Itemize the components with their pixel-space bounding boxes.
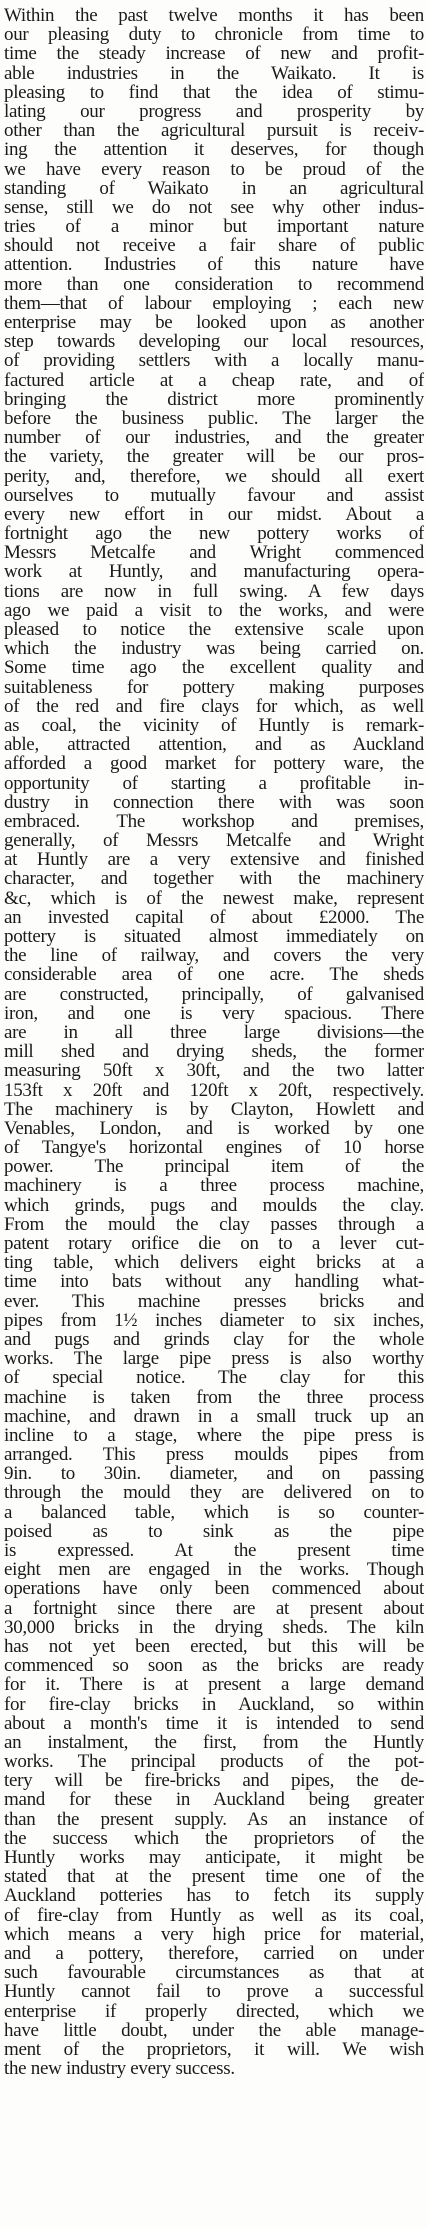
article-line: the line of railway, and covers the very (4, 946, 424, 966)
article-line: step towards developing our local resources, (4, 332, 424, 352)
article-line: Some time ago the excellent quality and (4, 658, 424, 678)
article-line: ourselves to mutually favour and assist (4, 485, 424, 505)
article-line: commenced so soon as the bricks are ready (4, 1656, 424, 1676)
article-line: iron, and one is very spacious. There (4, 1003, 424, 1023)
article-line: Huntly works may anticipate, it might be (4, 1848, 424, 1868)
article-line: every new effort in our midst. About a (4, 504, 424, 525)
article-line: about a month's time it is intended to send (4, 1713, 424, 1733)
article-column (4, 6, 424, 2078)
article-line: ago we paid a visit to the works, and were (4, 600, 424, 620)
article-line: patent rotary orifice die on to a lever cut- (4, 1234, 424, 1254)
article-line: opportunity of starting a profitable in- (4, 773, 424, 793)
article-line: standing of Waikato in an agricultural (4, 178, 424, 198)
article-line: Messrs Metcalfe and Wright commenced (4, 543, 424, 563)
article-line: as coal, the vicinity of Huntly is remark- (4, 715, 424, 736)
article-line: works. The principal products of the pot- (4, 1752, 424, 1772)
article-line: we have every reason to be proud of the (4, 159, 424, 179)
article-line: an instalment, the first, from the Huntly (4, 1732, 424, 1753)
article-line: enterprise may be looked upon as another (4, 313, 424, 333)
article-line: lating our progress and prosperity by (4, 101, 424, 122)
article-line: has not yet been erected, but this will be (4, 1636, 424, 1657)
article-line: machine, and drawn in a small truck up an (4, 1406, 424, 1426)
article-line: tions are now in full swing. A few days (4, 581, 424, 601)
article-line: than the present supply. As an instance of (4, 1809, 424, 1829)
article-line: stated that at the present time one of the (4, 1867, 424, 1887)
article-line: machine is taken from the three process (4, 1387, 424, 1407)
article-line: have little doubt, under the able manage- (4, 2020, 424, 2040)
article-line: number of our industries, and the greater (4, 428, 424, 448)
article-line: fortnight ago the new pottery works of (4, 524, 424, 544)
article-line: which the industry was being carried on. (4, 639, 424, 659)
article-line: ever. This machine presses bricks and (4, 1291, 424, 1311)
article-line: incline to a stage, where the pipe press is (4, 1425, 424, 1446)
article-line: pleased to notice the extensive scale upon (4, 620, 424, 640)
article-line: before the business public. The larger the (4, 408, 424, 429)
article-line: an invested capital of about £2000. The (4, 907, 424, 927)
article-line: eight men are engaged in the works. Though (4, 1560, 424, 1580)
article-line: attention. Industries of this nature have (4, 255, 424, 275)
article-line: and pugs and grinds clay for the whole (4, 1329, 424, 1350)
article-line: enterprise if properly directed, which we (4, 2001, 424, 2021)
article-line: which means a very high price for material, (4, 1924, 424, 1944)
article-line: 9in. to 30in. diameter, and on passing (4, 1464, 424, 1484)
article-line: 30,000 bricks in the drying sheds. The kiln (4, 1617, 424, 1637)
article-line: the variety, the greater will be our pros- (4, 447, 424, 467)
article-line: which grinds, pugs and moulds the clay. (4, 1195, 424, 1215)
article-line: afforded a good market for pottery ware, the (4, 754, 424, 774)
article-line: Within the past twelve months it has been (4, 6, 424, 26)
article-line: pleasing to find that the idea of stimu- (4, 82, 424, 102)
article-line: measuring 50ft x 30ft, and the two latter (4, 1061, 424, 1081)
article-line: Venables, London, and is worked by one (4, 1118, 424, 1139)
article-line: dustry in connection there with was soon (4, 792, 424, 812)
article-line: pottery is situated almost immediately on (4, 927, 424, 947)
article-line: is expressed. At the present time (4, 1541, 424, 1561)
article-line: of Tangye's horizontal engines of 10 horse (4, 1138, 424, 1158)
article-line: work at Huntly, and manufacturing opera- (4, 562, 424, 582)
article-line: poised as to sink as the pipe (4, 1521, 424, 1541)
article-line: for fire-clay bricks in Auckland, so within (4, 1694, 424, 1714)
article-line: sense, still we do not see why other indus- (4, 197, 424, 218)
article-line: bringing the district more prominently (4, 389, 424, 409)
article-line: able, attracted attention, and as Auckland (4, 735, 424, 755)
article-line: Auckland potteries has to fetch its supply (4, 1886, 424, 1906)
article-line: them—that of labour employing ; each new (4, 293, 424, 313)
article-line: 153ft x 20ft and 120ft x 20ft, respectively. (4, 1080, 424, 1100)
article-line: of the red and fire clays for which, as well (4, 696, 424, 716)
article-line: character, and together with the machinery (4, 869, 424, 889)
article-line: ting table, which delivers eight bricks at a (4, 1253, 424, 1273)
article-line: tries of a minor but important nature (4, 217, 424, 237)
article-line: ing the attention it deserves, for though (4, 140, 424, 160)
article-line: at Huntly are a very extensive and finished (4, 850, 424, 870)
article-line: a balanced table, which is so counter- (4, 1502, 424, 1522)
article-line: embraced. The workshop and premises, (4, 811, 424, 832)
article-line: such favourable circumstances as that at (4, 1963, 424, 1983)
article-line: generally, of Messrs Metcalfe and Wright (4, 831, 424, 851)
article-line: time into bats without any handling what- (4, 1272, 424, 1292)
article-line: through the mould they are delivered on to (4, 1483, 424, 1503)
article-line: From the mould the clay passes through a (4, 1214, 424, 1234)
article-line: for it. There is at present a large demand (4, 1675, 424, 1695)
article-line: able industries in the Waikato. It is (4, 63, 424, 83)
article-line: machinery is a three process machine, (4, 1176, 424, 1196)
article-line: operations have only been commenced about (4, 1579, 424, 1599)
article-line: suitableness for pottery making purposes (4, 677, 424, 697)
article-line: and a pottery, therefore, carried on under (4, 1943, 424, 1964)
article-line: pipes from 1½ inches diameter to six inches, (4, 1310, 424, 1330)
article-line: arranged. This press moulds pipes from (4, 1445, 424, 1465)
article-line: of special notice. The clay for this (4, 1368, 424, 1388)
article-line: the new industry every success. (4, 2059, 235, 2079)
article-line: should not receive a fair share of public (4, 236, 424, 256)
article-line: our pleasing duty to chronicle from time to (4, 25, 424, 45)
article-line: ment of the proprietors, it will. We wish (4, 2039, 424, 2060)
article-line: power. The principal item of the (4, 1157, 424, 1177)
article-line: The machinery is by Clayton, Howlett and (4, 1099, 424, 1119)
article-line: factured article at a cheap rate, and of (4, 370, 424, 390)
article-line: &c, which is of the newest make, represent (4, 888, 424, 908)
article-line: considerable area of one acre. The sheds (4, 965, 424, 985)
article-line: other than the agricultural pursuit is receiv- (4, 121, 424, 141)
article-line: Huntly cannot fail to prove a successful (4, 1982, 424, 2002)
article-line: of fire-clay from Huntly as well as its coal, (4, 1905, 424, 1925)
article-line: time the steady increase of new and profit- (4, 44, 424, 64)
article-line: works. The large pipe press is also worthy (4, 1349, 424, 1369)
article-line: mill shed and drying sheds, the former (4, 1042, 424, 1062)
article-line: are constructed, principally, of galvanised (4, 984, 424, 1004)
article-line: are in all three large divisions—the (4, 1022, 424, 1043)
article-line: of providing settlers with a locally manu- (4, 351, 424, 371)
article-line: a fortnight since there are at present about (4, 1598, 424, 1618)
article-line: the success which the proprietors of the (4, 1828, 424, 1848)
article-line: more than one consideration to recommend (4, 274, 424, 294)
article-line: mand for these in Auckland being greater (4, 1790, 424, 1810)
article-line: tery will be fire-bricks and pipes, the de- (4, 1771, 424, 1791)
article-line: perity, and, therefore, we should all exert (4, 466, 424, 486)
